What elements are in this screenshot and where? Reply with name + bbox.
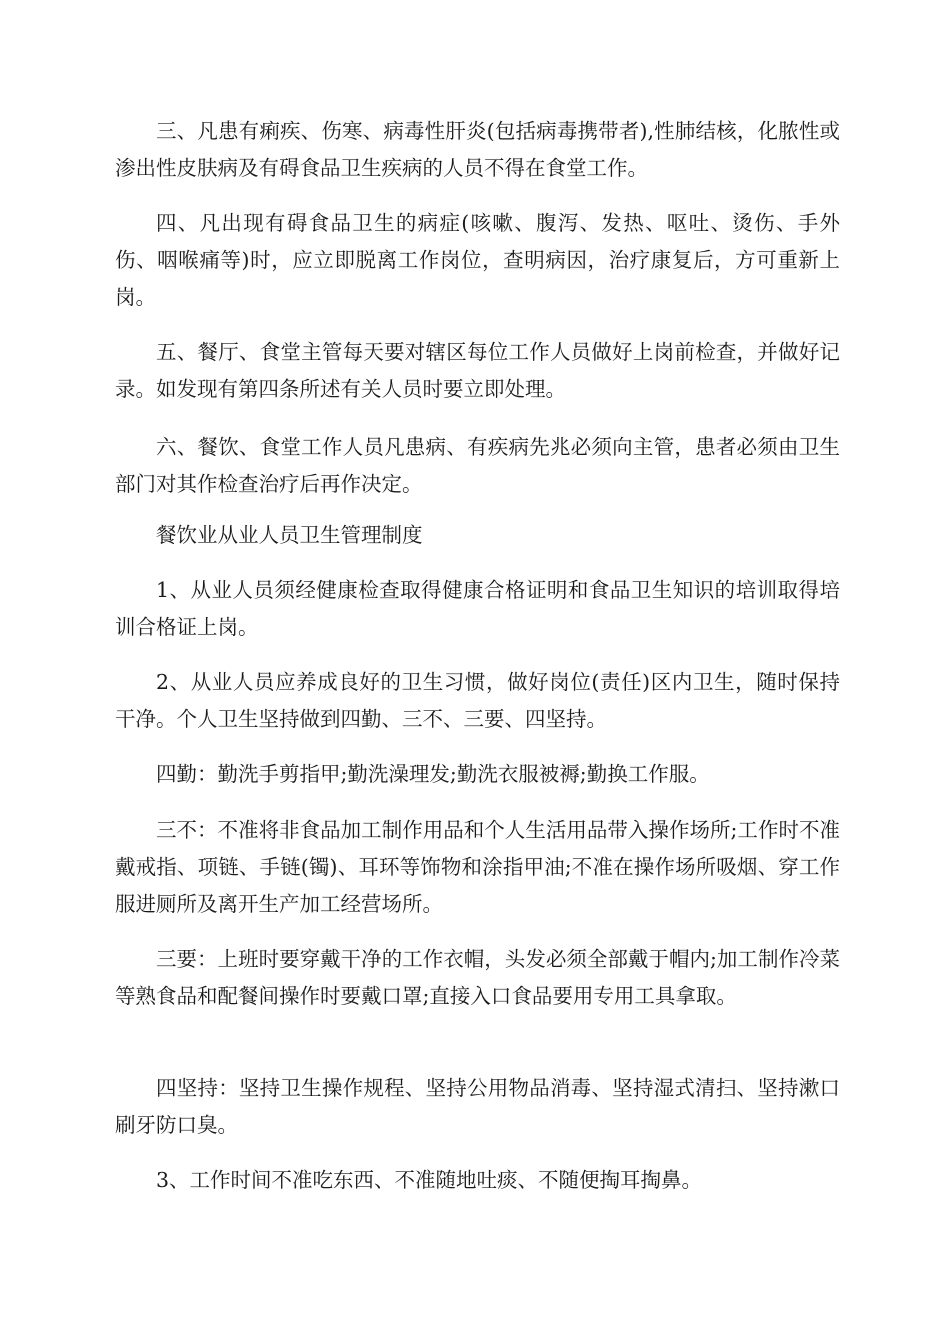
paragraph-three-musts: 三要：上班时要穿戴干净的工作衣帽，头发必须全部戴于帽内;加工制作冷菜等熟食品和配餐间操作时要戴口罩;直接入口食品要用专用工具拿取。 — [115, 947, 840, 1008]
paragraph-four-diligences: 四勤：勤洗手剪指甲;勤洗澡理发;勤洗衣服被褥;勤换工作服。 — [156, 762, 710, 786]
paragraph-item-3: 3、工作时间不准吃东西、不准随地吐痰、不随便掏耳掏鼻。 — [156, 1168, 703, 1192]
paragraph-clause-4: 四、凡出现有碍食品卫生的病症(咳嗽、腹泻、发热、呕吐、烫伤、手外伤、咽喉痛等)时，应立即脱离工作岗位，查明病因，治疗康复后，方可重新上岗。 — [115, 211, 840, 309]
paragraph-item-1: 1、从业人员须经健康检查取得健康合格证明和食品卫生知识的培训取得培训合格证上岗。 — [115, 578, 840, 639]
paragraph-clause-5: 五、餐厅、食堂主管每天要对辖区每位工作人员做好上岗前检查，并做好记录。如发现有第四条所述有关人员时要立即处理。 — [115, 340, 840, 401]
paragraph-item-2: 2、从业人员应养成良好的卫生习惯，做好岗位(责任)区内卫生，随时保持干净。个人卫生坚持做到四勤、三不、三要、四坚持。 — [115, 670, 840, 731]
paragraph-clause-3: 三、凡患有痢疾、伤寒、病毒性肝炎(包括病毒携带者),性肺结核，化脓性或渗出性皮肤病及有碍食品卫生疾病的人员不得在食堂工作。 — [115, 119, 840, 180]
paragraph-three-donts: 三不：不准将非食品加工制作用品和个人生活用品带入操作场所;工作时不准戴戒指、项链、手链(镯)、耳环等饰物和涂指甲油;不准在操作场所吸烟、穿工作服进厕所及离开生产加工经营场所。 — [115, 818, 840, 916]
paragraph-four-persistences: 四坚持：坚持卫生操作规程、坚持公用物品消毒、坚持湿式清扫、坚持漱口刷牙防口臭。 — [115, 1076, 840, 1137]
section-heading: 餐饮业从业人员卫生管理制度 — [156, 523, 423, 547]
paragraph-clause-6: 六、餐饮、食堂工作人员凡患病、有疾病先兆必须向主管，患者必须由卫生部门对其作检查治疗后再作决定。 — [115, 435, 840, 496]
